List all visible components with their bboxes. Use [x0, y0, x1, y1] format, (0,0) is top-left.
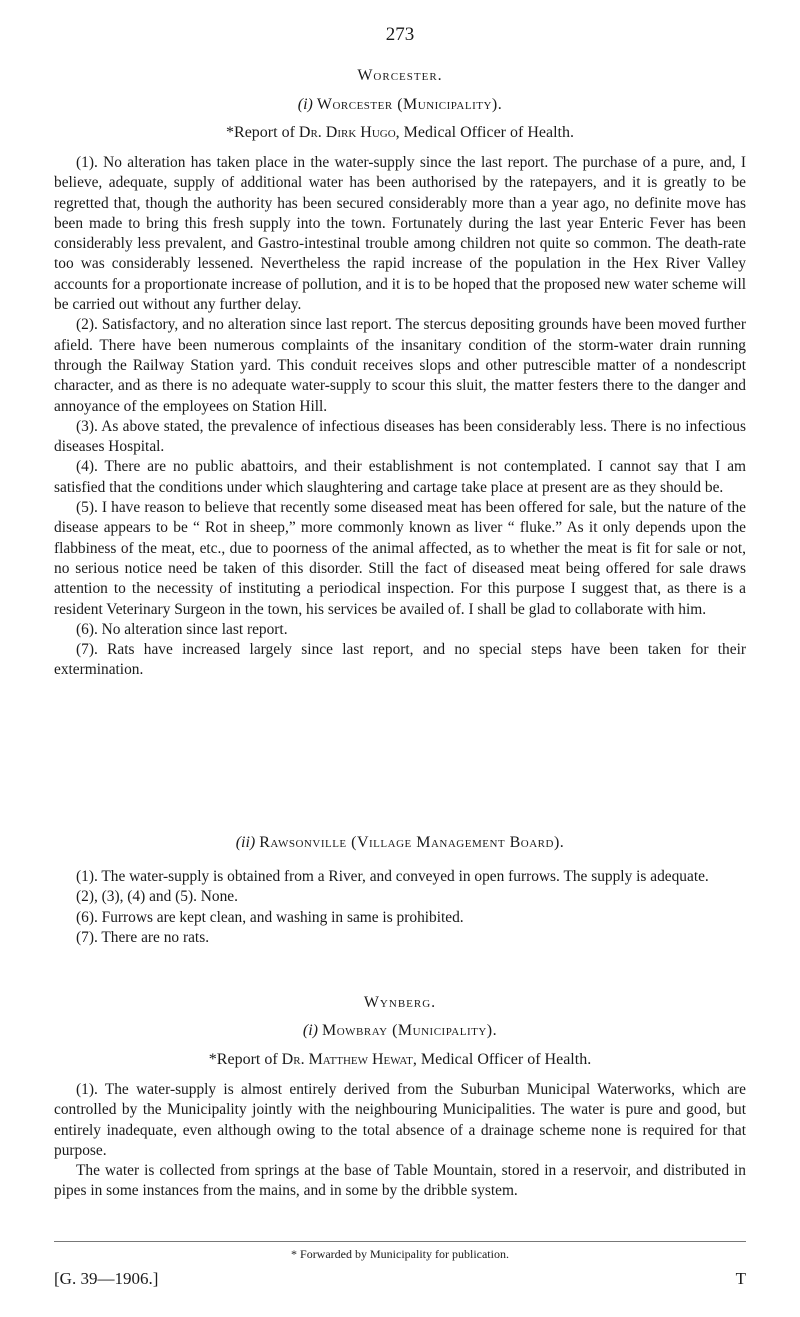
council-heading-worcester: [0, 96, 800, 114]
report-prefix: *Report of: [208, 1051, 282, 1068]
council-number: (ii): [235, 834, 256, 851]
signature-letter: T: [735, 1269, 746, 1288]
paragraph: (4). There are no public abattoirs, and their establishment is not contemplated. I cannot say that I am satisfied that the conditions under which slaughtering and cartage take place at present are as they should be.: [54, 458, 746, 496]
rawsonville-report-body: [54, 867, 746, 948]
paragraph: (1). The water-supply is obtained from a River, and conveyed in open furrows. The supply is adequate.: [76, 868, 709, 885]
paragraph: (2). Satisfactory, and no alteration since last report. The stercus depositing grounds have been moved further afield. There have been numerous complaints of the insanitary condition of the storm-water drain running through the Railway Station yard. This conduit receives slops and other putrescible matter of a nondescript character, and as there is no adequate water-supply to scour this sluit, the matter festers there to the danger and annoyance of the employees on Station Hill.: [54, 316, 746, 415]
report-suffix: , Medical Officer of Health.: [412, 1051, 592, 1068]
page-number: 273: [385, 24, 415, 45]
report-prefix: *Report of: [226, 124, 299, 141]
council-name: Mowbray (Municipality).: [321, 1022, 498, 1039]
paragraph: (1). The water-supply is almost entirely derived from the Suburban Municipal Waterworks, which are controlled by the Municipality jointly with the neighbouring Municipalities. The water is pure and good, but entirely inadequate, even although owing to the total absence of a drainage scheme none is required for that purpose.: [54, 1081, 746, 1159]
mowbray-report-body: [54, 1080, 746, 1202]
paragraph: (5). I have reason to believe that recently some diseased meat has been offered for sale, but the nature of the disease appears to be “ Rot in sheep,” more commonly known as liver “ fluke.” As it only depends upon the flabbiness of the meat, etc., due to poorness of the animal affected, as to whether the meat is fit for sale or not, no serious notice need be taken of this disorder. Still the fact of diseased meat being offered for sale draws attention to the necessity of instituting a periodical inspection. For this purpose I suggest that, as there is a resident Veterinary Surgeon in the town, his services be availed of. I shall be glad to collaborate with him.: [54, 499, 746, 618]
worcester-report-body: [54, 153, 746, 681]
paragraph: The water is collected from springs at the base of Table Mountain, stored in a reservoir, and distributed in pipes in some instances from the mains, and in some by the dribble system.: [54, 1162, 746, 1200]
officer-name: Dr. Matthew Hewat: [281, 1051, 413, 1068]
printer-signature: [G. 39—1906.]: [54, 1269, 159, 1288]
paragraph: (6). No alteration since last report.: [76, 620, 288, 638]
council-number: (i): [302, 1022, 318, 1039]
footnote-divider: [54, 1241, 746, 1242]
paragraph: (7). Rats have increased largely since last report, and no special steps have been taken for their extermination.: [54, 641, 746, 679]
council-heading-rawsonville: [0, 834, 800, 852]
footnote: * Forwarded by Municipality for publication.: [291, 1247, 509, 1261]
paragraph: (2), (3), (4) and (5). None.: [76, 888, 238, 906]
district-heading-wynberg: Wynberg.: [363, 994, 437, 1011]
council-number: (i): [297, 96, 313, 113]
council-heading-mowbray: [0, 1022, 800, 1040]
officer-name: Dr. Dirk Hugo: [298, 124, 396, 141]
report-heading-worcester: [0, 124, 800, 142]
paragraph: (1). No alteration has taken place in the water-supply since the last report. The purchase of a pure, and, I believe, adequate, supply of additional water has been authorised by the ratepayers, and it is greatly to be regretted that, though the authority has been secured considerably more than a year ago, no definite move has been made to bring this fresh supply into the town. Fortunately during the last year Enteric Fever has been considerably less prevalent, and Gastro-intestinal trouble among children not quite so common. The death-rate too was considerably lessened. Nevertheless the rapid increase of the population in the Hex River Valley accounts for a proportionate increase of pollution, and it is to be hoped that the proposed new water scheme will be carried out without any further delay.: [54, 154, 746, 314]
council-name: Rawsonville (Village Management Board).: [259, 834, 565, 851]
paragraph: (6). Furrows are kept clean, and washing in same is prohibited.: [76, 908, 464, 926]
report-heading-mowbray: [0, 1051, 800, 1069]
council-name: Worcester (Municipality).: [316, 96, 503, 113]
report-suffix: , Medical Officer of Health.: [395, 124, 574, 141]
district-heading-worcester: Worcester.: [357, 67, 443, 84]
paragraph: (3). As above stated, the prevalence of infectious diseases has been considerably less. There is no infectious diseases Hospital.: [54, 417, 746, 456]
paragraph: (7). There are no rats.: [76, 928, 210, 946]
